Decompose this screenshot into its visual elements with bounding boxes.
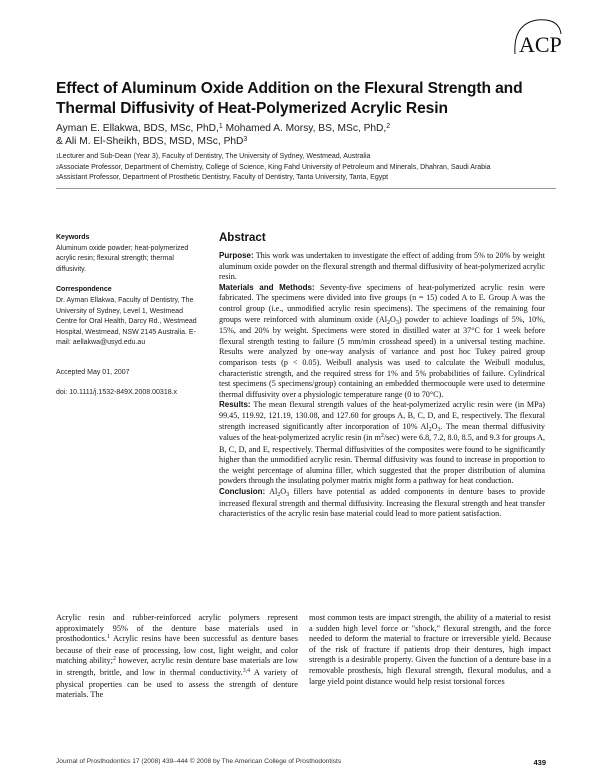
abstract-purpose: Purpose: This work was undertaken to investigate the effect of adding from 5% to 20% by weight aluminum oxide powder on the flexural strength and thermal diffusivity of heat-polymerized acrylic resin. xyxy=(219,251,545,282)
correspondence-heading: Correspondence xyxy=(56,286,112,294)
article-sidebar xyxy=(56,233,201,398)
abstract-body xyxy=(219,251,545,520)
paper-title: Effect of Aluminum Oxide Addition on the Flexural Strength and Thermal Diffusivity of Heat-Polymerized Acrylic Resin xyxy=(56,80,523,117)
page-footer xyxy=(56,758,546,767)
affiliation-1: $^1$Lecturer and Sub-Dean (Year 3), Faculty of Dentistry, The University of Sydney, Westmead, Australia xyxy=(56,153,371,160)
author-list: Ayman E. Ellakwa, BDS, MSc, PhD,$^1$ Mohamed A. Morsy, BS, MSc, PhD,$^2$ & Ali M. El-Sheikh, BDS, MSD, MSc, PhD$^3$ xyxy=(56,123,391,147)
author-2: Mohamed A. Morsy, BS, MSc, PhD, xyxy=(225,123,387,134)
correspondence-text: Dr. Ayman Ellakwa, Faculty of Dentistry, The University of Sydney, Level 1, Westmead Centre for Oral Health, Darcy Rd., Westmead Hospital, Westmead, NSW 2145 Australia. E-mail: aellakwa@usyd.edu.au xyxy=(56,296,197,347)
affiliations xyxy=(56,152,556,184)
body-column-right: most common tests are impact strength, the ability of a material to resist a sudden high level force or "shock," flexural strength, and the force needed to deform the material to fracture or irreversible yield. Because of the risk of fracture if patients drop their dentures, high impact strength is a desirable property. Given the function of a denture base in a removable prosthesis, high flexural strength, flexural modulus, and a large yield point distance would help resist torsional forces xyxy=(309,613,551,686)
author-1: Ayman E. Ellakwa, BDS, MSc, PhD, xyxy=(56,123,219,134)
logo-text: ACP xyxy=(519,32,562,57)
accepted-date: Accepted May 01, 2007 xyxy=(56,368,130,376)
affiliation-2: $^2$Associate Professor, Department of Chemistry, College of Science, King Fahd University of Petroleum and Minerals, Dhahran, Saudi Arabia xyxy=(56,163,491,171)
abstract-methods: Materials and Methods: Seventy-five specimens of heat-polymerized acrylic resin were fabricated. The specimens were divided into five groups (n = 15) coded A to E. Group A was the control group (i.e., unmodified acrylic resin specimens). The specimens of the remaining four groups were reinforced with aluminum oxide $(Al_2O_3)$ powder to achieve loadings of 5%, 10%, 15%, and 20% by weight. Specimens were stored in distilled water at 37°C for 1 week before flexural strength testing to failure (5 mm/min crosshead speed) in a universal testing machine. Results were analyzed by one-way analysis of variance and post hoc Tukey paired group comparison tests (p < 0.05). Weibull analysis was used to calculate the Weibull modulus, characteristic strength, and the required stress for 1% and 5% probabilities of failure. Cylindrical test specimens (5 specimens/group) containing an embedded thermocouple were used to determine thermal diffusivity over a physiologic temperature range (0 to 70°C). xyxy=(219,282,546,399)
header-divider xyxy=(56,188,556,189)
journal-citation: Journal of Prosthodontics 17 (2008) 439–444 © 2008 by The American College of Prosthodontists xyxy=(56,758,342,765)
abstract-results: Results: The mean flexural strength values of the heat-polymerized acrylic resin were (in MPa) 99.45, 119.92, 121.19, 130.08, and 127.60 for groups A, B, C, D, and E, respectively. The flexural strength increased significantly after incorporation of 10% $Al_2O_3$. The mean thermal diffusivity values of the heat-polymerized acrylic resin (in $m^2/\sec$) were 6.8, 7.2, 8.0, 8.5, and 9.3 for groups A, B, C, D, and E, respectively. Thermal diffusivities of the composites were found to be significantly higher than the unmodified acrylic resin. Thermal diffusivity was found to increase in proportion to the weight percentage of alumina filler, which suggested that the proper distribution of alumina powders through the insulating polymer matrix might form a pathway for heat conduction. xyxy=(219,400,545,486)
abstract-heading: Abstract xyxy=(219,232,266,244)
doi-link[interactable]: doi: 10.1111/j.1532-849X.2008.00318.x xyxy=(56,388,178,396)
abstract-conclusion: Conclusion: $Al_2O_3$ fillers have potential as added components in denture bases to provide increased flexural strength and thermal diffusivity. Increasing the flexural strength and heat transfer characteristics of the acrylic resin base material could lead to more patient satisfaction. xyxy=(219,487,545,519)
acp-logo xyxy=(509,14,565,60)
affiliation-3: $^3$Assistant Professor, Department of Prosthetic Dentistry, Faculty of Dentistry, Tanta University, Tanta, Egypt xyxy=(56,174,389,182)
body-column-left: Acrylic resin and rubber-reinforced acrylic polymers represent approximately 95% of the denture base materials used in prosthodontics.$^1$ Acrylic resins have been successful as denture bases because of their ease of processing, low cost, light weight, and color matching ability;$^2$ however, acrylic resin denture base materials are low in strength, brittle, and low in thermal conductivity.$^{3,4}$ A variety of physical properties can be used to assess the strength of denture materials. The xyxy=(56,613,298,700)
author-3: & Ali M. El-Sheikh, BDS, MSD, MSc, PhD xyxy=(56,136,244,147)
keywords-heading: Keywords xyxy=(56,234,90,241)
keywords-text: Aluminum oxide powder; heat-polymerized acrylic resin; flexural strength; thermal diffusivity. xyxy=(56,244,189,273)
page-number: 439 xyxy=(533,758,546,767)
